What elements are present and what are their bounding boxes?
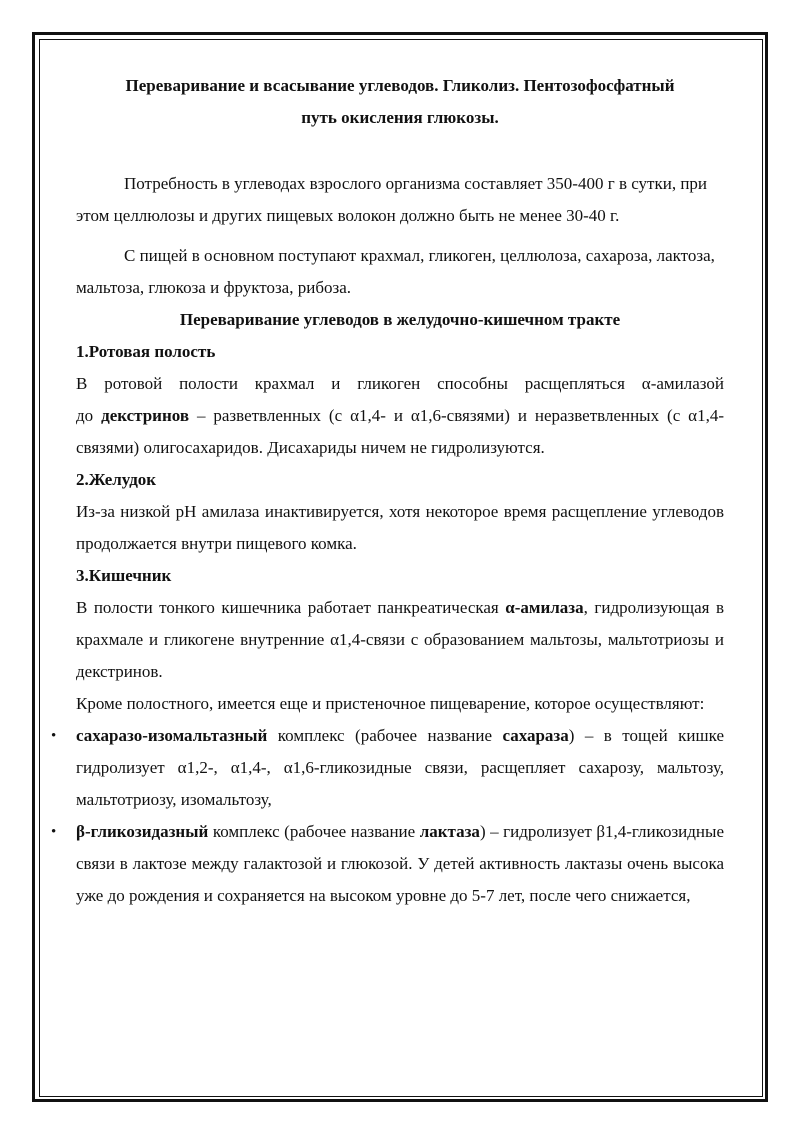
title-line-1: Переваривание и всасывание углеводов. Гликолиз. Пентозофосфатный xyxy=(125,76,675,95)
section-2-paragraph: Из-за низкой рН амилаза инактивируется, хотя некоторое время расщепление углеводов продолжается внутри пищевого комка. xyxy=(76,502,724,553)
section-3-paragraph-2: Кроме полостного, имеется еще и пристеночное пищеварение, которое осуществляют: xyxy=(76,694,705,713)
list-item-text-1: комплекс (рабочее название xyxy=(208,822,420,841)
term-beta-glycosidase: β-гликозидазный xyxy=(76,822,209,841)
document-title xyxy=(76,70,724,134)
term-dextrins: декстринов xyxy=(101,406,190,425)
bullet-icon: • xyxy=(51,824,57,840)
list-item xyxy=(51,816,724,912)
section-1-paragraph xyxy=(76,368,724,464)
enzyme-list xyxy=(51,720,724,912)
section-2-heading: 2.Желудок xyxy=(76,470,157,489)
list-item-text-1: комплекс (рабочее название xyxy=(267,726,503,745)
title-line-2: путь окисления глюкозы. xyxy=(301,108,499,127)
section-3-heading: 3.Кишечник xyxy=(76,566,172,585)
term-sucrase: сахараза xyxy=(502,726,569,745)
section-3-before-bold: В полости тонкого кишечника работает панкреатическая xyxy=(76,598,506,617)
section-subtitle: Переваривание углеводов в желудочно-кишечном тракте xyxy=(179,310,621,329)
section-3-after-bold: , гидролизующая в крахмале и гликогене внутренние α1,4-связи с образованием мальтозы, мальтотриозы и декстринов. xyxy=(76,598,724,681)
section-3-paragraph-1 xyxy=(76,592,724,688)
document-body xyxy=(51,70,724,912)
term-lactase: лактаза xyxy=(419,822,480,841)
section-1-line-1: В ротовой полости крахмал и гликоген способны расщепляться α-амилазой xyxy=(76,374,724,393)
section-1-heading: 1.Ротовая полость xyxy=(76,342,216,361)
term-alpha-amylase: α-амилаза xyxy=(505,598,584,617)
list-item-text-2: ) – в тощей кишке гидролизует α1,2-, α1,4-, α1,6-гликозидные связи, расщепляет сахарозу, мальтозу, мальтотриозу, изомальтозу, xyxy=(76,726,724,809)
list-item-text-2: ) – гидролизует β1,4-гликозидные связи в лактозе между галактозой и глюкозой. У детей активность лактазы очень высока уже до рождения и сохраняется на высоком уровне до 5-7 лет, после чего снижается, xyxy=(76,822,724,905)
list-item xyxy=(51,720,724,816)
intro-paragraph-2: С пищей в основном поступают крахмал, гликоген, целлюлоза, сахароза, лактоза, мальтоза, глюкоза и фруктоза, рибоза. xyxy=(76,246,715,297)
section-1-before-bold: до xyxy=(76,406,102,425)
section-1-after-bold: – разветвленных (с α1,4- и α1,6-связями) и неразветвленных (с α1,4-связями) олигосахаридов. Дисахариды ничем не гидролизуются. xyxy=(76,406,724,457)
bullet-icon: • xyxy=(51,728,57,744)
intro-paragraph-1: Потребность в углеводах взрослого организма составляет 350-400 г в сутки, при этом целлюлозы и других пищевых волокон должно быть не менее 30-40 г. xyxy=(76,174,708,225)
term-sucrase-isomaltase: сахаразо-изомальтазный xyxy=(76,726,268,745)
